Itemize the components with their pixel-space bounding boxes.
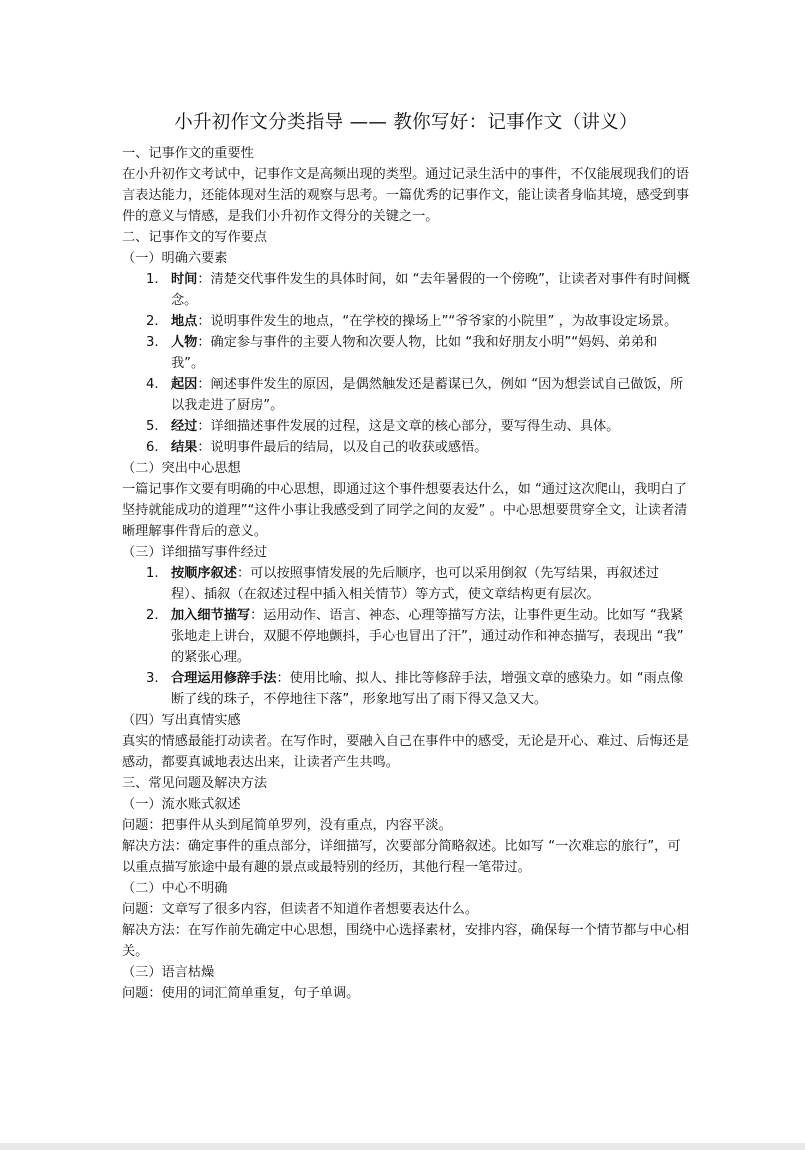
list-item-text: ：清楚交代事件发生的具体时间，如 “去年暑假的一个傍晚”，让读者对事件有时间概念。 xyxy=(171,272,690,308)
subsection-heading-2-3: （三）详细描写事件经过 xyxy=(122,545,268,560)
list-number: 1. xyxy=(146,272,159,287)
list-number: 6. xyxy=(146,440,159,455)
list-item-text: ：详细描述事件发展的过程，这是文章的核心部分，要写得生动、具体。 xyxy=(197,419,620,434)
section-1-paragraph: 在小升初作文考试中，记事作文是高频出现的类型。通过记录生活中的事件，不仅能展现我们的语言表达能力，还能体现对生活的观察与思考。一篇优秀的记事作文，能让读者身临其境，感受到事件的意义与情感，是我们小升初作文得分的关键之一。 xyxy=(122,167,690,224)
page-bottom-edge xyxy=(0,1143,805,1150)
section-heading-1: 一、记事作文的重要性 xyxy=(122,146,254,161)
list-item-label: 时间 xyxy=(171,272,198,287)
subsection-heading-3-1: （一）流水账式叙述 xyxy=(122,797,241,812)
list-item-text: ：说明事件发生的地点，“在学校的操场上”“爷爷家的小院里” ，为故事设定场景。 xyxy=(197,314,678,329)
list-item-label: 地点 xyxy=(171,314,198,329)
list-item-label: 经过 xyxy=(171,419,198,434)
list-item xyxy=(122,437,690,458)
list-number: 1. xyxy=(146,566,159,581)
list-item-label: 起因 xyxy=(171,377,198,392)
list-number: 3. xyxy=(146,335,159,350)
description-techniques-list xyxy=(122,563,690,710)
problem-text: 问题：把事件从头到尾简单罗列，没有重点，内容平淡。 xyxy=(122,818,452,833)
list-number: 3. xyxy=(146,671,159,686)
list-item xyxy=(122,416,690,437)
document-title: 小升初作文分类指导 —— 教你写好：记事作文（讲义） xyxy=(174,112,638,133)
list-number: 2. xyxy=(146,608,159,623)
list-item-text: ：说明事件最后的结局，以及自己的收获或感悟。 xyxy=(197,440,488,455)
section-heading-2: 二、记事作文的写作要点 xyxy=(122,230,268,245)
list-item-label: 结果 xyxy=(171,440,198,455)
list-item xyxy=(122,269,690,311)
solution-text: 解决方法：确定事件的重点部分，详细描写，次要部分简略叙述。比如写 “一次难忘的旅行”，可以重点描写旅途中最有趣的景点或最特别的经历，其他行程一笔带过。 xyxy=(122,839,681,875)
list-item-label: 合理运用修辞手法 xyxy=(171,671,277,686)
subsection-heading-2-2: （二）突出中心思想 xyxy=(122,461,241,476)
subsection-heading-3-2: （二）中心不明确 xyxy=(122,881,228,896)
subsection-heading-2-4: （四）写出真情实感 xyxy=(122,713,241,728)
list-item-text: ：可以按照事情发展的先后顺序，也可以采用倒叙（先写结果，再叙述过程）、插叙（在叙述过程中插入相关情节）等方式，使文章结构更有层次。 xyxy=(171,566,659,602)
list-number: 5. xyxy=(146,419,159,434)
six-elements-list xyxy=(122,269,690,458)
solution-text: 解决方法：在写作前先确定中心思想，围绕中心选择素材，安排内容，确保每一个情节都与中心相关。 xyxy=(122,923,690,959)
list-item xyxy=(122,563,690,605)
emotion-paragraph: 真实的情感最能打动读者。在写作时，要融入自己在事件中的感受，无论是开心、难过、后悔还是感动，都要真诚地表达出来，让读者产生共鸣。 xyxy=(122,734,690,770)
list-item-text: ：使用比喻、拟人、排比等修辞手法，增强文章的感染力。如 “雨点像断了线的珠子，不停地往下落”，形象地写出了雨下得又急又大。 xyxy=(171,671,684,707)
list-item-label: 加入细节描写 xyxy=(171,608,251,623)
list-item-label: 人物 xyxy=(171,335,198,350)
list-item xyxy=(122,332,690,374)
list-number: 4. xyxy=(146,377,159,392)
list-item-text: ：确定参与事件的主要人物和次要人物，比如 “我和好朋友小明”“妈妈、弟弟和我”。 xyxy=(171,335,658,371)
section-heading-3: 三、常见问题及解决方法 xyxy=(122,776,268,791)
list-item-text: ：阐述事件发生的原因，是偶然触发还是蓄谋已久，例如 “因为想尝试自己做饭，所以我走进了厨房”。 xyxy=(171,377,684,413)
problem-text: 问题：使用的词汇简单重复，句子单调。 xyxy=(122,986,360,1001)
subsection-heading-2-1: （一）明确六要素 xyxy=(122,251,228,266)
list-item xyxy=(122,374,690,416)
subsection-heading-3-3: （三）语言枯燥 xyxy=(122,965,215,980)
list-item-label: 按顺序叙述 xyxy=(171,566,237,581)
central-idea-paragraph: 一篇记事作文要有明确的中心思想，即通过这个事件想要表达什么，如 “通过这次爬山，我明白了坚持就能成功的道理”“这件小事让我感受到了同学之间的友爱” 。中心思想要贯穿全文，让读者清晰理解事件背后的意义。 xyxy=(122,482,688,539)
list-number: 2. xyxy=(146,314,159,329)
list-item-text: ：运用动作、语言、神态、心理等描写方法，让事件更生动。比如写 “我紧张地走上讲台，双腿不停地颤抖，手心也冒出了汗”，通过动作和神态描写，表现出 “我” 的紧张心理。 xyxy=(171,608,684,665)
list-item xyxy=(122,311,690,332)
document-content xyxy=(122,110,690,1004)
list-item xyxy=(122,605,690,668)
list-item xyxy=(122,668,690,710)
problem-text: 问题：文章写了很多内容，但读者不知道作者想要表达什么。 xyxy=(122,902,479,917)
